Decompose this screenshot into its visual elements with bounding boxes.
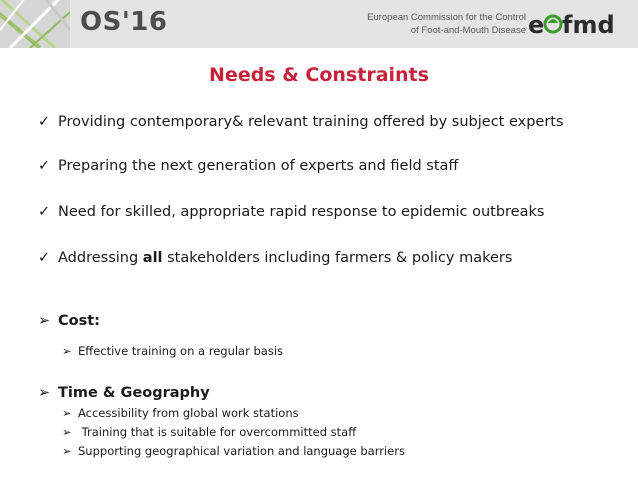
bullet-item — [38, 158, 458, 174]
bullet-text: Providing contemporary& relevant training offered by subject experts — [58, 114, 564, 130]
check-icon: ✓ — [38, 114, 51, 130]
sub-bullet-text: Training that is suitable for overcommitted staff — [78, 425, 357, 439]
arrow-icon: ➢ — [62, 444, 72, 458]
arrow-icon: ➢ — [38, 313, 51, 329]
bullet-text: Preparing the next generation of experts and field staff — [58, 158, 459, 174]
arrow-icon: ➢ — [38, 385, 51, 401]
check-icon: ✓ — [38, 158, 51, 174]
bullet-text-suffix: stakeholders including farmers & policy makers — [162, 250, 513, 266]
org-line-2: of Foot-and-Mouth Disease — [410, 25, 526, 36]
section-heading-time-geography — [38, 385, 210, 401]
arrow-icon: ➢ — [62, 425, 72, 439]
check-icon: ✓ — [38, 250, 51, 266]
slide-title: Needs & Constraints — [209, 64, 429, 86]
section-heading-text: Time & Geography — [58, 385, 210, 401]
arrow-icon: ➢ — [62, 406, 72, 420]
svg-text:fmd: fmd — [562, 11, 615, 39]
section-heading-cost — [38, 313, 100, 329]
bullet-text-emphasis: all — [142, 250, 163, 266]
bullet-text: Need for skilled, appropriate rapid response to epidemic outbreaks — [58, 204, 545, 220]
slide-header — [0, 0, 638, 48]
bullet-item — [38, 204, 544, 220]
bullet-text-prefix: Addressing — [58, 250, 143, 266]
org-line-1: European Commission for the Control — [367, 12, 526, 23]
section-heading-text: Cost: — [58, 313, 100, 329]
eufmd-logo — [528, 10, 632, 40]
sub-bullet-item — [62, 444, 405, 458]
organization-name — [367, 11, 526, 37]
sub-bullet-text: Effective training on a regular basis — [78, 344, 284, 358]
arrow-icon: ➢ — [62, 344, 72, 358]
svg-text:e: e — [528, 11, 545, 39]
sub-bullet-text: Supporting geographical variation and language barriers — [78, 444, 405, 458]
sub-bullet-text: Accessibility from global work stations — [78, 406, 299, 420]
sub-bullet-item — [62, 344, 283, 358]
header-decoration-graphic — [0, 0, 70, 48]
check-icon: ✓ — [38, 204, 51, 220]
bullet-item — [38, 114, 564, 130]
bullet-item — [38, 250, 512, 266]
sub-bullet-item — [62, 406, 299, 420]
conference-name: OS'16 — [80, 7, 168, 37]
sub-bullet-item — [62, 425, 356, 439]
